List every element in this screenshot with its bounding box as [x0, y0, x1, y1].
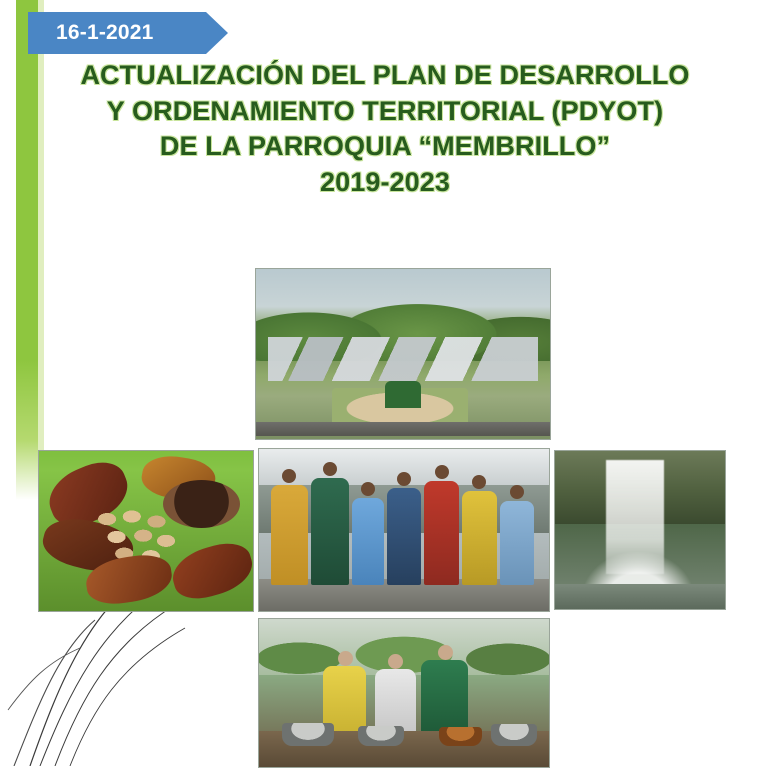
- date-badge-label: 16-1-2021: [56, 21, 154, 44]
- cooking-pot: [282, 723, 334, 747]
- image-waterfall-landscape: [554, 450, 726, 610]
- title-line-4: 2019-2023: [319, 166, 451, 197]
- title-line-2: Y ORDENAMIENTO TERRITORIAL (PDYOT): [106, 95, 664, 126]
- date-badge-body: [28, 12, 206, 54]
- title-line-3: DE LA PARROQUIA “MEMBRILLO”: [159, 131, 611, 162]
- image-town-aerial-view: [255, 268, 551, 440]
- person-figure: [387, 488, 422, 585]
- person-figure: [421, 660, 467, 734]
- cooking-pot: [358, 726, 404, 747]
- cooking-pot: [439, 727, 483, 746]
- date-badge-arrow: [206, 12, 228, 54]
- image-cacao-pods-and-beans: [38, 450, 254, 612]
- town-road: [256, 422, 550, 436]
- image-pageant-queens-group: [258, 448, 550, 612]
- person-figure: [375, 669, 416, 734]
- page-title: [0, 58, 770, 201]
- waterfall-pool: [555, 584, 725, 609]
- background-trees: [259, 619, 549, 675]
- person-figure: [271, 485, 309, 585]
- date-badge: [28, 12, 238, 54]
- town-arch: [385, 381, 420, 408]
- image-community-cooking: [258, 618, 550, 768]
- cooking-pot: [491, 724, 537, 746]
- town-roofs: [268, 337, 538, 381]
- person-figure: [311, 478, 349, 585]
- person-figure: [424, 481, 459, 585]
- person-figure: [352, 498, 384, 585]
- title-line-1: ACTUALIZACIÓN DEL PLAN DE DESARROLLO: [80, 60, 690, 90]
- person-figure: [462, 491, 497, 585]
- person-figure: [500, 501, 535, 585]
